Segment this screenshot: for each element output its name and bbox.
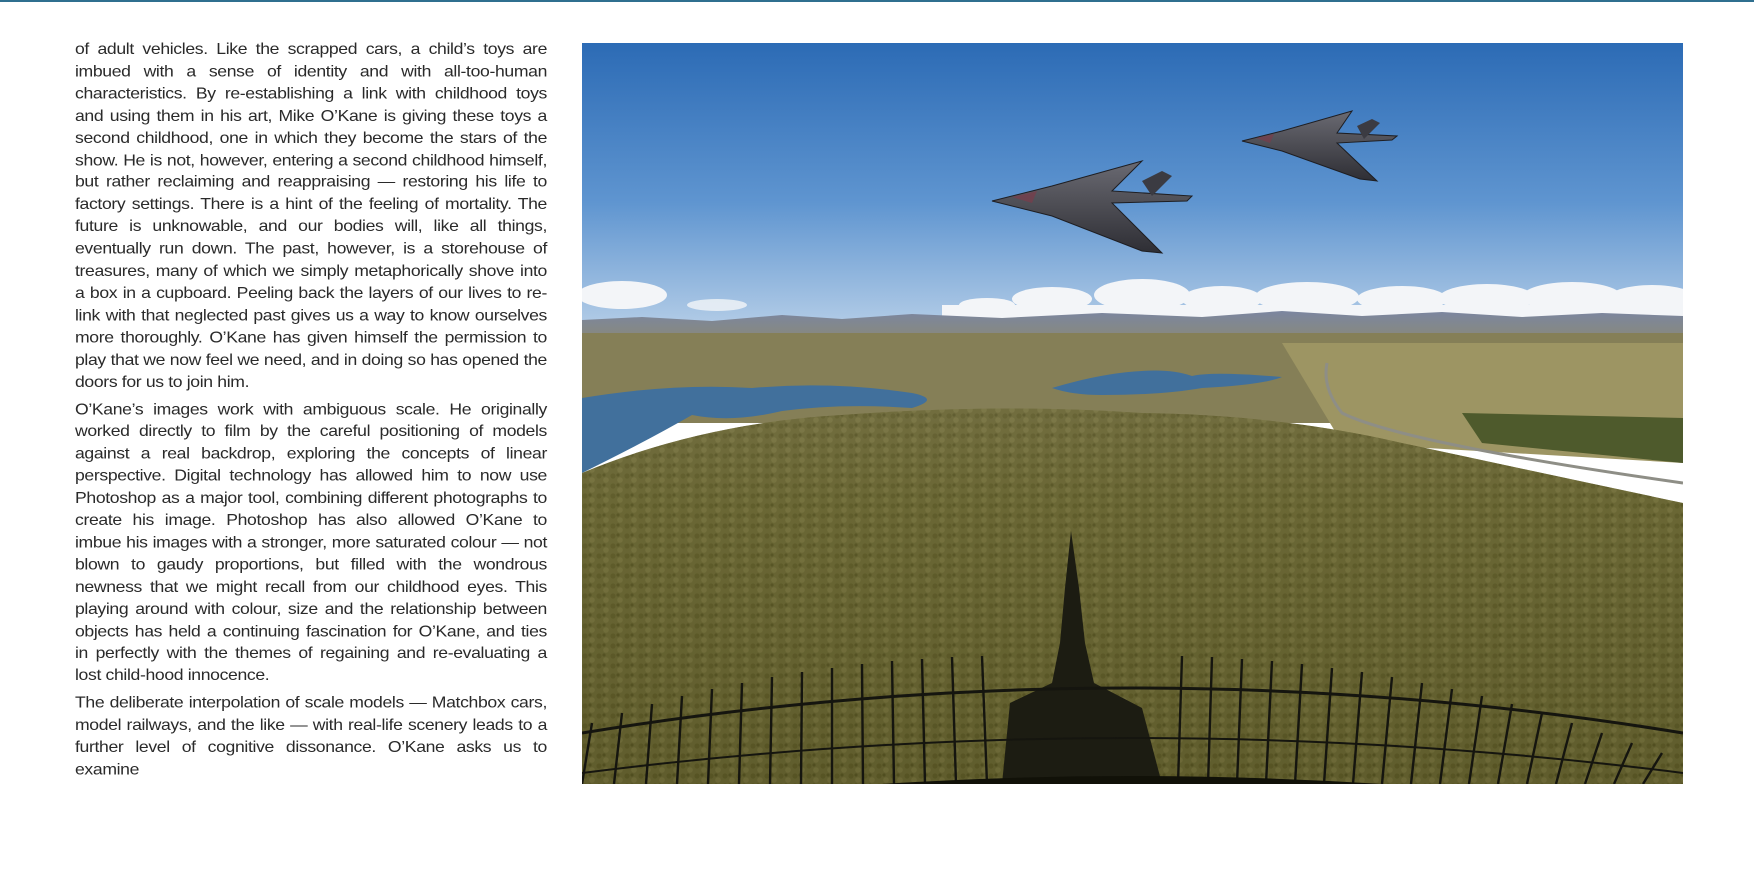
aerial-landscape-with-stealth-jets bbox=[582, 43, 1683, 784]
paragraph-1: of adult vehicles. Like the scrapped cars, a child’s toys are imbued with a sense of identity and with all-too-human characteristics. By re-establishing a link with childhood toys and using them in his art, Mike O’Kane is giving these toys a second childhood, one in which they become the stars of the show. He is not, however, entering a second childhood himself, but rather reclaiming and reappraising — restoring his life to factory settings. There is a hint of the feeling of mortality. The future is unknowable, and our bodies will, like all things, eventually run down. The past, however, is a storehouse of treasures, many of which we simply metaphorically shove into a box in a cupboard. Peeling back the layers of our lives to re-link with that neglected past gives us a way to know ourselves more thoroughly. O’Kane has given himself the permission to play that we now feel we need, and in doing so has opened the doors for us to join him. bbox=[75, 39, 547, 391]
paragraph-3: The deliberate interpolation of scale models — Matchbox cars, model railways, and the like — with real-life scenery leads to a further level of cognitive dissonance. O’Kane asks us to examine bbox=[75, 693, 547, 779]
top-rule bbox=[0, 0, 1754, 2]
body-text-column bbox=[75, 38, 547, 786]
paragraph-2: O’Kane’s images work with ambiguous scale. He originally worked directly to film by the careful positioning of models against a real backdrop, exploring the concepts of linear perspective. Digital technology has allowed him to now use Photoshop as a major tool, combining different photographs to create his image. Photoshop has also allowed O’Kane to imbue his images with a stronger, more saturated colour — not blown to gaudy proportions, but filled with the wondrous newness that we might recall from our childhood eyes. This playing around with colour, size and the relationship between objects has held a continuing fascination for O’Kane, and ties in perfectly with the themes of regaining and re-evaluating a lost child-hood innocence. bbox=[75, 399, 547, 684]
artwork-photo bbox=[582, 43, 1683, 784]
